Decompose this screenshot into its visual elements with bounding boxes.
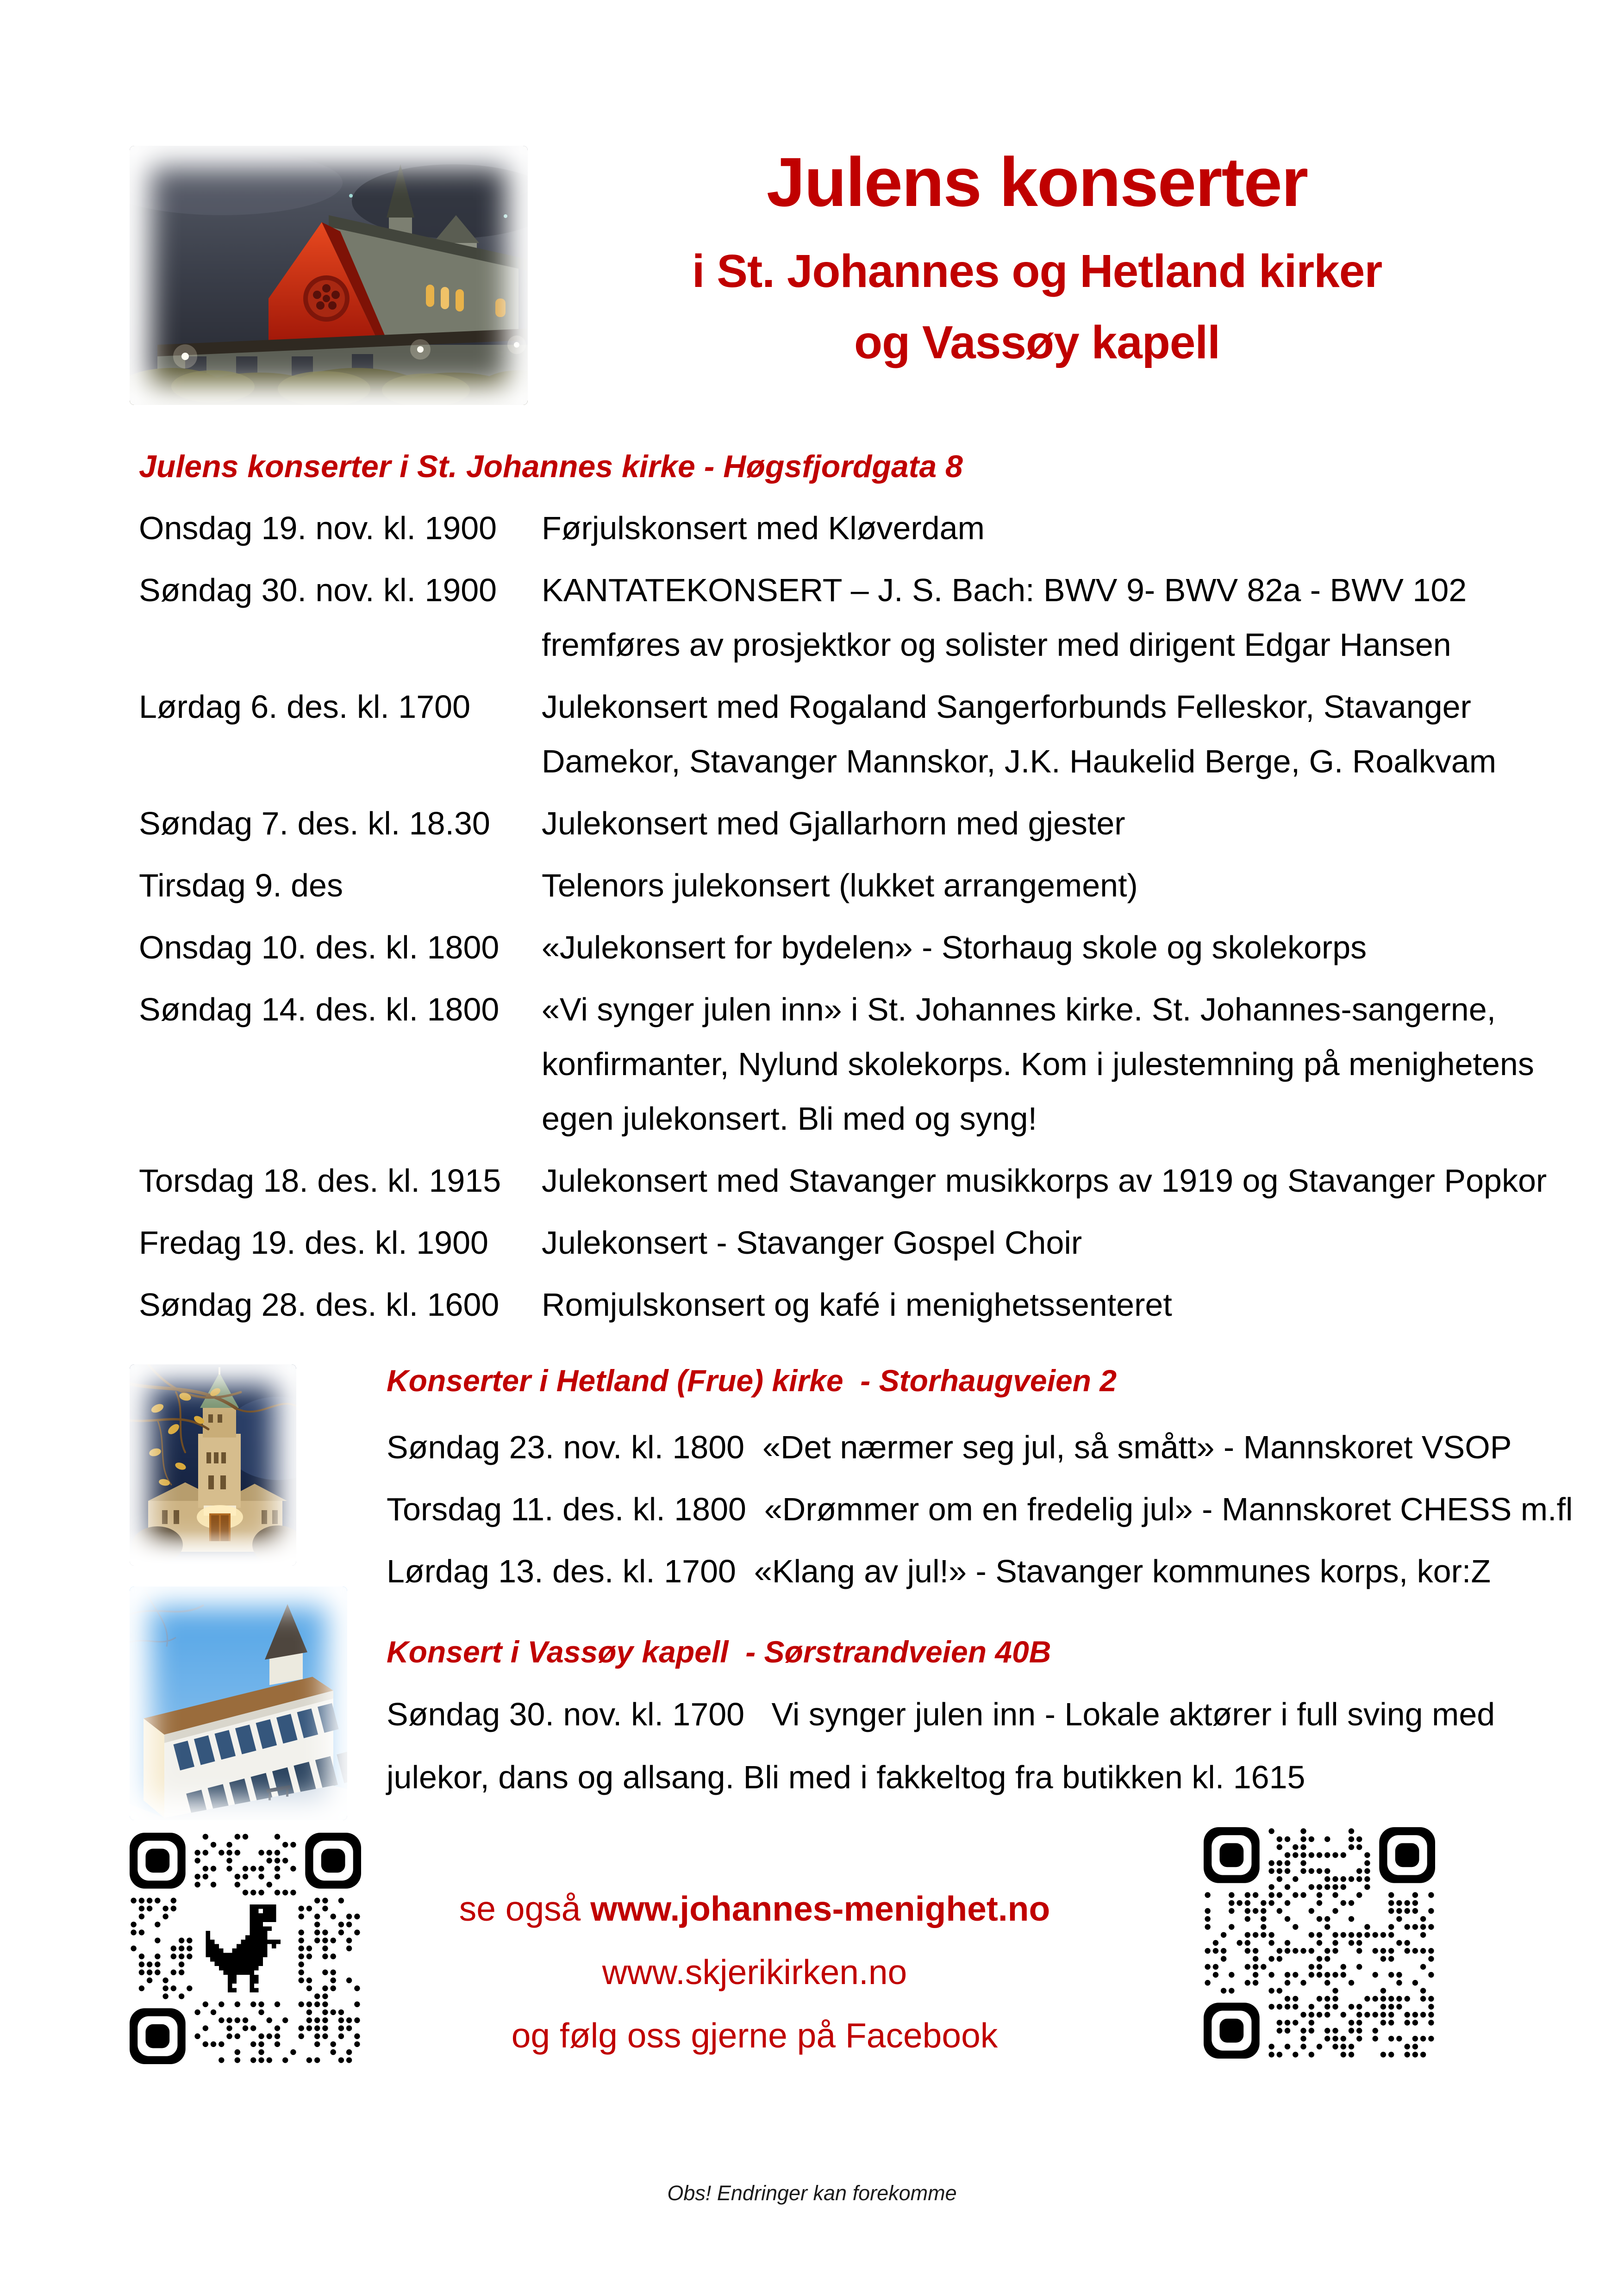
event-description xyxy=(542,796,1574,851)
event-description-line: Damekor, Stavanger Mannskor, J.K. Haukelid Berge, G. Roalkvam xyxy=(542,743,1497,779)
event-row xyxy=(139,1153,1574,1208)
event-description-line: Julekonsert med Rogaland Sangerforbunds Felleskor, Stavanger xyxy=(542,689,1471,725)
event-row xyxy=(139,920,1574,975)
st-johannes-event-list xyxy=(139,501,1574,1339)
event-date: Onsdag 19. nov. kl. 1900 xyxy=(139,510,497,546)
hetland-line-list xyxy=(387,1416,1573,1602)
event-row xyxy=(139,563,1574,672)
event-row xyxy=(139,501,1574,555)
page-subtitle-2: og Vassøy kapell xyxy=(854,317,1220,368)
see-also-line xyxy=(431,1877,1079,1941)
church-night-illustration xyxy=(130,146,528,405)
title-block xyxy=(537,143,1537,368)
event-date: Søndag 7. des. kl. 18.30 xyxy=(139,805,490,841)
event-description-line: Julekonsert med Stavanger musikkorps av 1919 og Stavanger Popkor xyxy=(542,1163,1547,1199)
event-description-line: Telenors julekonsert (lukket arrangement) xyxy=(542,867,1138,903)
event-description xyxy=(542,563,1574,672)
event-row xyxy=(139,858,1574,913)
schedule-line: Torsdag 11. des. kl. 1800 «Drømmer om en fredelig jul» - Mannskoret CHESS m.fl xyxy=(387,1491,1573,1527)
event-description xyxy=(542,1215,1574,1270)
event-date: Søndag 28. des. kl. 1600 xyxy=(139,1287,500,1323)
event-date: Torsdag 18. des. kl. 1915 xyxy=(139,1163,501,1199)
facebook-line: og følg oss gjerne på Facebook xyxy=(511,2016,998,2055)
event-description-line: «Julekonsert for bydelen» - Storhaug skole og skolekorps xyxy=(542,929,1367,965)
see-also-prefix: se også xyxy=(459,1889,591,1928)
event-description-line: KANTATEKONSERT – J. S. Bach: BWV 9- BWV 82a - BWV 102 xyxy=(542,572,1467,608)
st-johannes-photo xyxy=(130,146,528,405)
section-heading-hetland: Konserter i Hetland (Frue) kirke - Storhaugveien 2 xyxy=(387,1363,1117,1398)
schedule-line: Søndag 23. nov. kl. 1800 «Det nærmer seg jul, så smått» - Mannskoret VSOP xyxy=(387,1429,1512,1465)
event-row xyxy=(139,1215,1574,1270)
event-description-line: konfirmanter, Nylund skolekorps. Kom i julestemning på menighetens xyxy=(542,1046,1534,1082)
event-description xyxy=(542,679,1574,789)
website-url-skjerikirken: www.skjerikirken.no xyxy=(602,1953,907,1991)
section-heading-vassoy: Konsert i Vassøy kapell - Sørstrandveien 40B xyxy=(387,1635,1051,1669)
event-row xyxy=(139,1277,1574,1332)
event-description xyxy=(542,1153,1574,1208)
schedule-line: julekor, dans og allsang. Bli med i fakkeltog fra butikken kl. 1615 xyxy=(387,1759,1305,1795)
vassoy-line-list xyxy=(387,1683,1495,1809)
vassoy-chapel-illustration xyxy=(130,1587,347,1820)
event-description xyxy=(542,982,1574,1146)
schedule-line: Lørdag 13. des. kl. 1700 «Klang av jul!» - Stavanger kommunes korps, kor:Z xyxy=(387,1553,1491,1589)
event-description-line: Førjulskonsert med Kløverdam xyxy=(542,510,985,546)
qr-code-left-with-dino xyxy=(130,1833,361,2064)
qr-code-right xyxy=(1204,1827,1435,2059)
event-date: Søndag 14. des. kl. 1800 xyxy=(139,991,500,1027)
event-description-line: egen julekonsert. Bli med og syng! xyxy=(542,1101,1037,1137)
vassoy-photo xyxy=(130,1587,347,1820)
hetland-photo xyxy=(130,1364,296,1566)
footer-links-block xyxy=(431,1877,1079,2067)
page-title: Julens konserter xyxy=(766,143,1308,221)
event-description-line: Romjulskonsert og kafé i menighetssenteret xyxy=(542,1287,1172,1323)
disclaimer-note: Obs! Endringer kan forekomme xyxy=(667,2181,957,2205)
event-row xyxy=(139,982,1574,1146)
event-description-line: «Vi synger julen inn» i St. Johannes kirke. St. Johannes-sangerne, xyxy=(542,991,1496,1027)
website-url-johannes: www.johannes-menighet.no xyxy=(590,1889,1050,1928)
event-row xyxy=(139,796,1574,851)
hetland-church-illustration xyxy=(130,1364,296,1566)
event-description xyxy=(542,858,1574,913)
schedule-line: Søndag 30. nov. kl. 1700 Vi synger julen inn - Lokale aktører i full sving med xyxy=(387,1696,1495,1732)
event-date: Onsdag 10. des. kl. 1800 xyxy=(139,929,500,965)
section-heading-st-johannes: Julens konserter i St. Johannes kirke - Høgsfjordgata 8 xyxy=(139,449,963,484)
event-description xyxy=(542,1277,1574,1332)
event-description xyxy=(542,501,1574,555)
event-description-line: Julekonsert med Gjallarhorn med gjester xyxy=(542,805,1125,841)
event-description-line: Julekonsert - Stavanger Gospel Choir xyxy=(542,1225,1082,1261)
page-subtitle-1: i St. Johannes og Hetland kirker xyxy=(692,245,1382,297)
event-description xyxy=(542,920,1574,975)
event-row xyxy=(139,679,1574,789)
event-date: Tirsdag 9. des xyxy=(139,867,343,903)
event-date: Fredag 19. des. kl. 1900 xyxy=(139,1225,488,1261)
event-date: Søndag 30. nov. kl. 1900 xyxy=(139,572,497,608)
event-date: Lørdag 6. des. kl. 1700 xyxy=(139,689,470,725)
event-description-line: fremføres av prosjektkor og solister med dirigent Edgar Hansen xyxy=(542,627,1451,663)
